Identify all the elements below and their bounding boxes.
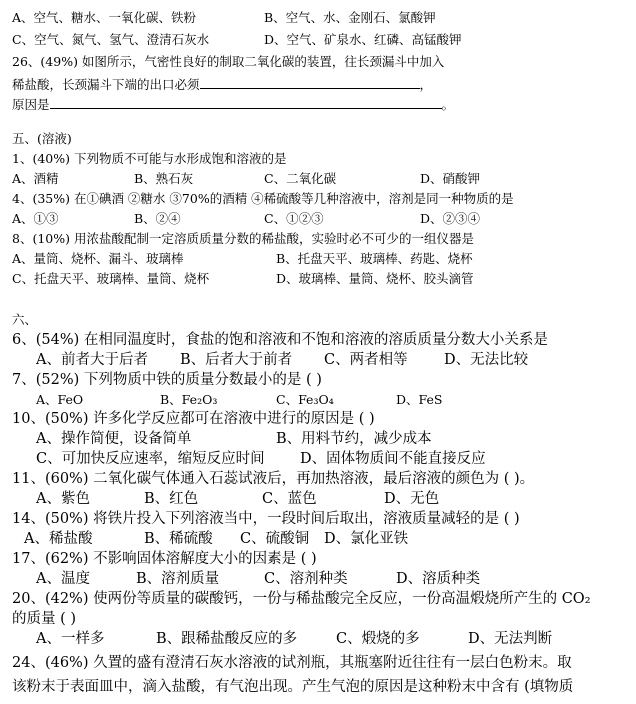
- option-c: C、硫酸铜: [240, 531, 310, 547]
- option-a: A、量筒、烧杯、漏斗、玻璃棒: [12, 251, 184, 266]
- question-24-line2: 该粉末于表面皿中，滴入盐酸，有气泡出现。产生气泡的原因是这种粉末中含有 (填物质: [12, 679, 574, 695]
- option-c: C、Fe₃O₄: [276, 392, 334, 407]
- question-11: 11、(60%) 二氧化碳气体通入石蕊试液后，再加热溶液，最后溶液的颜色为 ( )。: [12, 471, 535, 487]
- option-b: B、稀硫酸: [144, 531, 213, 547]
- question-text: 原因是: [12, 97, 50, 112]
- option-c: C、溶剂种类: [264, 571, 348, 587]
- option-c: C、①②③: [264, 211, 324, 226]
- answer-blank[interactable]: [50, 96, 442, 109]
- question-10: 10、(50%) 许多化学反应都可在溶液中进行的原因是 ( ): [12, 411, 375, 427]
- option-d: D、固体物质间不能直接反应: [300, 451, 486, 467]
- option-d: D、玻璃棒、量筒、烧杯、胶头滴管: [276, 271, 474, 286]
- question-4: 4、(35%) 在①碘酒 ②糖水 ③70%的酒精 ④稀硫酸等几种溶液中，溶剂是同一种物质的是: [12, 191, 514, 206]
- option-a: A、操作简便，设备简单: [36, 431, 192, 447]
- question-24: 24、(46%) 久置的盛有澄清石灰水溶液的试剂瓶，其瓶塞附近往往有一层白色粉末。取: [12, 655, 572, 671]
- option-d: D、FeS: [396, 392, 443, 407]
- option-b: B、空气、水、金刚石、氯酸钾: [264, 10, 436, 25]
- question-26-line2: [12, 76, 432, 92]
- option-d: D、氯化亚铁: [324, 531, 409, 547]
- question-8: 8、(10%) 用浓盐酸配制一定溶质质量分数的稀盐酸，实验时必不可少的一组仪器是: [12, 231, 474, 246]
- option-a: A、前者大于后者: [36, 352, 148, 368]
- question-26-line3: [12, 96, 454, 112]
- question-7: 7、(52%) 下列物质中铁的质量分数最小的是 ( ): [12, 372, 322, 388]
- option-c: C、蓝色: [262, 491, 317, 507]
- option-c: C、煅烧的多: [336, 631, 420, 647]
- option-a: A、一样多: [36, 631, 105, 647]
- option-c: C、托盘天平、玻璃棒、量筒、烧杯: [12, 271, 210, 286]
- option-a: A、紫色: [36, 491, 90, 507]
- option-a: A、空气、糖水、一氧化碳、铁粉: [12, 10, 197, 25]
- option-b: B、熟石灰: [134, 171, 194, 186]
- option-c: C、二氧化碳: [264, 171, 337, 186]
- option-b: B、红色: [144, 491, 199, 507]
- option-c: C、空气、氮气、氢气、澄清石灰水: [12, 32, 210, 47]
- option-c: C、可加快反应速率，缩短反应时间: [36, 451, 265, 467]
- option-d: D、无法判断: [468, 631, 553, 647]
- option-b: B、用料节约，减少成本: [276, 431, 432, 447]
- question-20-line2: 的质量 ( ): [12, 611, 77, 627]
- option-a: A、酒精: [12, 171, 59, 186]
- question-text: 。: [441, 97, 455, 112]
- option-b: B、②④: [134, 211, 181, 226]
- question-26: 26、(49%) 如图所示，气密性良好的制取二氧化碳的装置，往长颈漏斗中加入: [12, 54, 445, 69]
- option-b: B、Fe₂O₃: [160, 392, 218, 407]
- answer-blank[interactable]: [200, 76, 420, 89]
- option-a: A、稀盐酸: [24, 531, 93, 547]
- option-d: D、无法比较: [444, 352, 529, 368]
- option-d: D、空气、矿泉水、红磷、高锰酸钾: [264, 32, 462, 47]
- question-text: 稀盐酸，长颈漏斗下端的出口必须: [12, 77, 200, 92]
- option-b: B、跟稀盐酸反应的多: [156, 631, 298, 647]
- option-d: D、溶质种类: [396, 571, 481, 587]
- option-d: D、硝酸钾: [420, 171, 481, 186]
- option-a: A、①③: [12, 211, 59, 226]
- option-b: B、后者大于前者: [180, 352, 293, 368]
- question-text: ，: [419, 77, 433, 92]
- option-d: D、无色: [384, 491, 440, 507]
- question-14: 14、(50%) 将铁片投入下列溶液当中，一段时间后取出，溶液质量减轻的是 ( ): [12, 511, 520, 527]
- question-17: 17、(62%) 不影响固体溶解度大小的因素是 ( ): [12, 551, 317, 567]
- question-20: 20、(42%) 使两份等质量的碳酸钙，一份与稀盐酸完全反应，一份高温煅烧所产生的 CO₂: [12, 591, 591, 607]
- option-a: A、FeO: [36, 392, 84, 407]
- question-1: 1、(40%) 下列物质不可能与水形成饱和溶液的是: [12, 151, 287, 166]
- option-a: A、温度: [36, 571, 90, 587]
- question-6: 6、(54%) 在相同温度时，食盐的饱和溶液和不饱和溶液的溶质质量分数大小关系是: [12, 332, 548, 348]
- option-b: B、溶剂质量: [136, 571, 220, 587]
- option-c: C、两者相等: [324, 352, 408, 368]
- section-heading: 五、(溶液): [12, 131, 72, 146]
- option-d: D、②③④: [420, 211, 481, 226]
- option-b: B、托盘天平、玻璃棒、药匙、烧杯: [276, 251, 473, 266]
- section-heading: 六、: [12, 312, 38, 327]
